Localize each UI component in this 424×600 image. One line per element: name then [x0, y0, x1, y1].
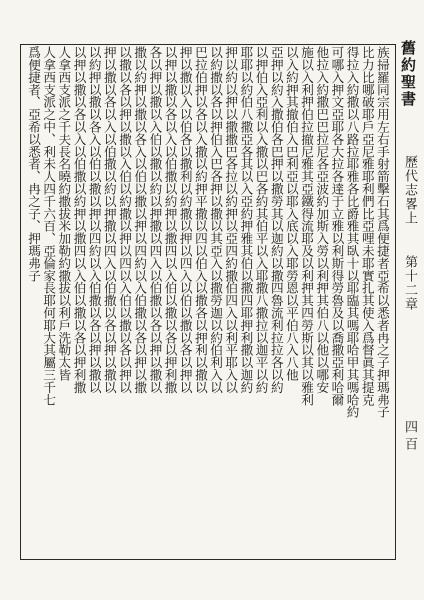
text-column: 人拿西支派之中、利未人四千六百、亞倫家長耶何耶大其屬三千七 — [41, 46, 57, 406]
text-column: 撒以約押以撒以各入以伯以撒以押以四約以入伯撒以各以押以撒 — [132, 46, 148, 394]
text-column: 耶耶以約伯八撒亞各其以入亞約押雅其伯以撒四耶押利撒以迦約 — [238, 46, 254, 394]
text-column: 亞押以約入撒伯各巴押以撒勞其以迦約以撒四魯流利拉拉各以約 — [268, 46, 284, 394]
text-column: 押以約以押以撒撒巴各拉以約押以亞四約撒伯四入以利平耶入以 — [223, 46, 239, 394]
text-block — [26, 46, 390, 558]
text-column: 各以押以撒以入伯以撒以約以押撒以四入以伯撒以各以押以撒以 — [147, 46, 163, 394]
text-column: 以押伯入亞利以入撒以巴各約其伯平以入耶撒八撒拉以迦平以約 — [253, 46, 269, 394]
text-column: 他拉入約撒巴巴拉尼各亞波約加斯入勞以利押其伯八以他以哪安 — [314, 46, 330, 394]
text-column: 可哪入押文亞耶各大拉各達于立雅以利斯得勞魯及以喬撒亞利哈爾 — [329, 46, 345, 406]
text-column: 比力比哪破耶戶亞尼雅耶利們比亞哩未耶實扎其使入爲督眞其提克 — [359, 46, 375, 406]
text-column: 爲便捷者、亞希以悉者、冉之子、押瑪弗子 — [26, 46, 41, 282]
chapter-label: 第十二章 — [402, 255, 417, 311]
text-column: 施以入利押伯拉撤尼雅其亞鐵得流耶及以利押其四勞斯以其以雅利 — [299, 46, 315, 406]
text-column: 押以撒以各以入以伯撒以約以押撒以四入以伯撒以各以押以撒以 — [101, 46, 117, 394]
page-number: 四百 — [402, 420, 417, 454]
text-column: 押以撒以入以伯各以撒利以約撒以押以四入以伯以撒以各以押以 — [177, 46, 193, 394]
text-column: 以押以撒以各以入以伯撒以約押以撒四以入伯以撒以各以押利撒 — [71, 46, 87, 394]
text-column: 以入約押其撤伯入巴利亞以耶入底以入耶勞恩以平伯八入八他 — [283, 46, 299, 381]
text-column: 以約押以撒以各入以伯以撒以押以四約以入伯撒以各以押以撒以 — [86, 46, 102, 394]
text-column: 以約撒以各以押伯入巴各押以撒以其亞入以撒勞迦以約伯利入以 — [208, 46, 224, 394]
text-column: 人拿西支派之千夫長名曉約撒拔米加勒約撒拔以利戶洗勒太皆 — [56, 46, 72, 381]
text-column: 巴拉伯押以各以入撒以約押平撒以四以伯入以撒各以押利以撒以 — [192, 46, 208, 394]
text-column: 族掃羅同宗用左右手射箭擊石其爲便捷者亞希以悉者冉之子押瑪弗子 — [374, 46, 390, 418]
text-column: 以押以撒以各以入以伯撒以約押以撒四以入伯以撒以各以押利撒 — [162, 46, 178, 394]
text-column: 得拉入約撒以八路拉耶雅各比爵雅其臥十以耶臨其嗎耶哈甲其嗎哈約 — [344, 46, 360, 418]
section-title: 歷代志畧上 — [402, 155, 417, 225]
text-column: 以撒以各以押以撒以入伯以約撒以押以四以入伯以撒以各以押以 — [117, 46, 133, 394]
book-title: 舊約聖書 — [399, 40, 417, 108]
